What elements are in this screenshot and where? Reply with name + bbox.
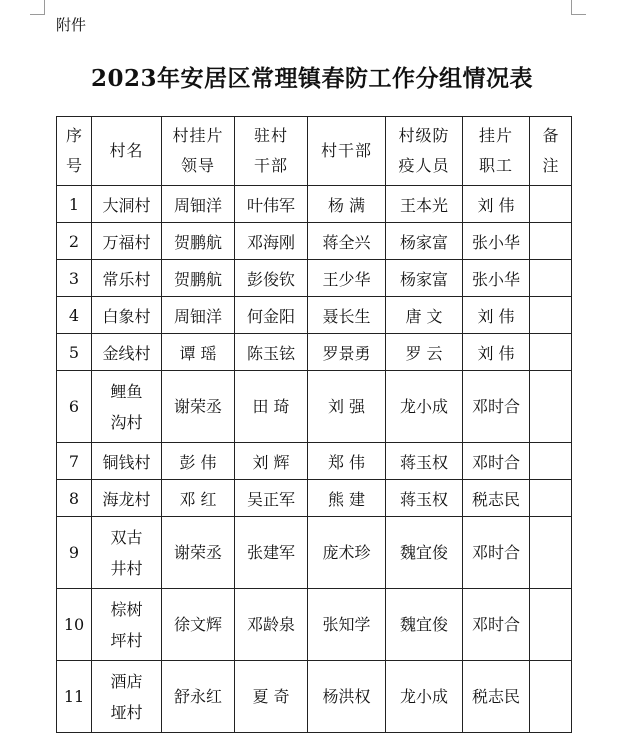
cell-leader: 邓 红: [162, 480, 235, 517]
cell-village-cadre: 罗景勇: [308, 334, 386, 371]
cell-assigned-staff: 刘 伟: [463, 297, 530, 334]
cell-epidemic-staff: 蒋玉权: [386, 480, 463, 517]
cell-resident-cadre: 张建军: [235, 517, 308, 589]
cell-village: 棕树坪村: [92, 589, 162, 661]
cell-note: [530, 589, 572, 661]
column-header-leader: 村挂片领导: [162, 117, 235, 186]
cell-village: 常乐村: [92, 260, 162, 297]
cell-note: [530, 260, 572, 297]
cell-assigned-staff: 税志民: [463, 480, 530, 517]
page-title: 2023年安居区常理镇春防工作分组情况表: [90, 65, 533, 92]
cell-village-cadre: 庞术珍: [308, 517, 386, 589]
table-row: [57, 480, 572, 517]
column-header-assigned-staff: 挂片职工: [463, 117, 530, 186]
column-header-village: 村名: [92, 117, 162, 186]
cell-assigned-staff: 刘 伟: [463, 334, 530, 371]
cell-leader: 谢荣丞: [162, 371, 235, 443]
column-header-epidemic-staff: 村级防疫人员: [386, 117, 463, 186]
cell-no: 6: [57, 371, 92, 443]
cell-village-cadre: 郑 伟: [308, 443, 386, 480]
cell-epidemic-staff: 杨家富: [386, 223, 463, 260]
cell-village: 金线村: [92, 334, 162, 371]
cell-village-cadre: 杨 满: [308, 186, 386, 223]
table-row: [57, 661, 572, 733]
cell-resident-cadre: 叶伟军: [235, 186, 308, 223]
table-row: [57, 517, 572, 589]
cell-resident-cadre: 田 琦: [235, 371, 308, 443]
cell-resident-cadre: 邓海刚: [235, 223, 308, 260]
cell-village-cadre: 杨洪权: [308, 661, 386, 733]
table-row: [57, 371, 572, 443]
cell-resident-cadre: 吴正军: [235, 480, 308, 517]
table-row: [57, 260, 572, 297]
cell-epidemic-staff: 罗 云: [386, 334, 463, 371]
crop-mark-top-right: [571, 0, 586, 15]
cell-village: 白象村: [92, 297, 162, 334]
cell-village: 酒店垭村: [92, 661, 162, 733]
cell-assigned-staff: 张小华: [463, 223, 530, 260]
table-header-row: [57, 117, 572, 186]
table-row: [57, 186, 572, 223]
cell-village: 海龙村: [92, 480, 162, 517]
cell-village-cadre: 聂长生: [308, 297, 386, 334]
crop-mark-top-left: [30, 0, 45, 15]
cell-resident-cadre: 陈玉铉: [235, 334, 308, 371]
cell-assigned-staff: 邓时合: [463, 371, 530, 443]
cell-resident-cadre: 何金阳: [235, 297, 308, 334]
cell-leader: 周钿洋: [162, 186, 235, 223]
cell-note: [530, 443, 572, 480]
cell-note: [530, 371, 572, 443]
cell-village: 铜钱村: [92, 443, 162, 480]
cell-note: [530, 480, 572, 517]
column-header-village-cadre: 村干部: [308, 117, 386, 186]
cell-epidemic-staff: 蒋玉权: [386, 443, 463, 480]
cell-epidemic-staff: 魏宜俊: [386, 517, 463, 589]
cell-resident-cadre: 邓龄泉: [235, 589, 308, 661]
cell-resident-cadre: 彭俊钦: [235, 260, 308, 297]
cell-note: [530, 517, 572, 589]
cell-assigned-staff: 刘 伟: [463, 186, 530, 223]
cell-village: 大洞村: [92, 186, 162, 223]
assignment-table: [56, 116, 572, 733]
cell-no: 9: [57, 517, 92, 589]
cell-assigned-staff: 税志民: [463, 661, 530, 733]
cell-village-cadre: 王少华: [308, 260, 386, 297]
cell-no: 8: [57, 480, 92, 517]
cell-leader: 贺鹏航: [162, 223, 235, 260]
cell-no: 4: [57, 297, 92, 334]
cell-epidemic-staff: 龙小成: [386, 661, 463, 733]
cell-leader: 周钿洋: [162, 297, 235, 334]
table-row: [57, 297, 572, 334]
cell-no: 1: [57, 186, 92, 223]
cell-note: [530, 661, 572, 733]
cell-no: 7: [57, 443, 92, 480]
cell-epidemic-staff: 魏宜俊: [386, 589, 463, 661]
cell-assigned-staff: 张小华: [463, 260, 530, 297]
column-header-resident-cadre: 驻村干部: [235, 117, 308, 186]
cell-village: 万福村: [92, 223, 162, 260]
cell-epidemic-staff: 王本光: [386, 186, 463, 223]
cell-leader: 徐文辉: [162, 589, 235, 661]
cell-epidemic-staff: 杨家富: [386, 260, 463, 297]
cell-no: 11: [57, 661, 92, 733]
cell-note: [530, 186, 572, 223]
cell-epidemic-staff: 龙小成: [386, 371, 463, 443]
cell-note: [530, 223, 572, 260]
cell-leader: 谢荣丞: [162, 517, 235, 589]
cell-leader: 谭 瑶: [162, 334, 235, 371]
table-row: [57, 443, 572, 480]
cell-note: [530, 297, 572, 334]
cell-no: 3: [57, 260, 92, 297]
cell-resident-cadre: 刘 辉: [235, 443, 308, 480]
cell-resident-cadre: 夏 奇: [235, 661, 308, 733]
cell-note: [530, 334, 572, 371]
column-header-note: 备注: [530, 117, 572, 186]
cell-leader: 舒永红: [162, 661, 235, 733]
cell-assigned-staff: 邓时合: [463, 517, 530, 589]
cell-epidemic-staff: 唐 文: [386, 297, 463, 334]
cell-village-cadre: 刘 强: [308, 371, 386, 443]
table-row: [57, 223, 572, 260]
cell-village: 双古井村: [92, 517, 162, 589]
cell-no: 5: [57, 334, 92, 371]
cell-village-cadre: 张知学: [308, 589, 386, 661]
cell-leader: 贺鹏航: [162, 260, 235, 297]
cell-village-cadre: 蒋全兴: [308, 223, 386, 260]
cell-village-cadre: 熊 建: [308, 480, 386, 517]
cell-village: 鲤鱼沟村: [92, 371, 162, 443]
column-header-no: 序号: [57, 117, 92, 186]
cell-assigned-staff: 邓时合: [463, 443, 530, 480]
attachment-label: 附件: [56, 16, 87, 34]
cell-leader: 彭 伟: [162, 443, 235, 480]
cell-no: 2: [57, 223, 92, 260]
cell-assigned-staff: 邓时合: [463, 589, 530, 661]
table-row: [57, 589, 572, 661]
cell-no: 10: [57, 589, 92, 661]
table-row: [57, 334, 572, 371]
